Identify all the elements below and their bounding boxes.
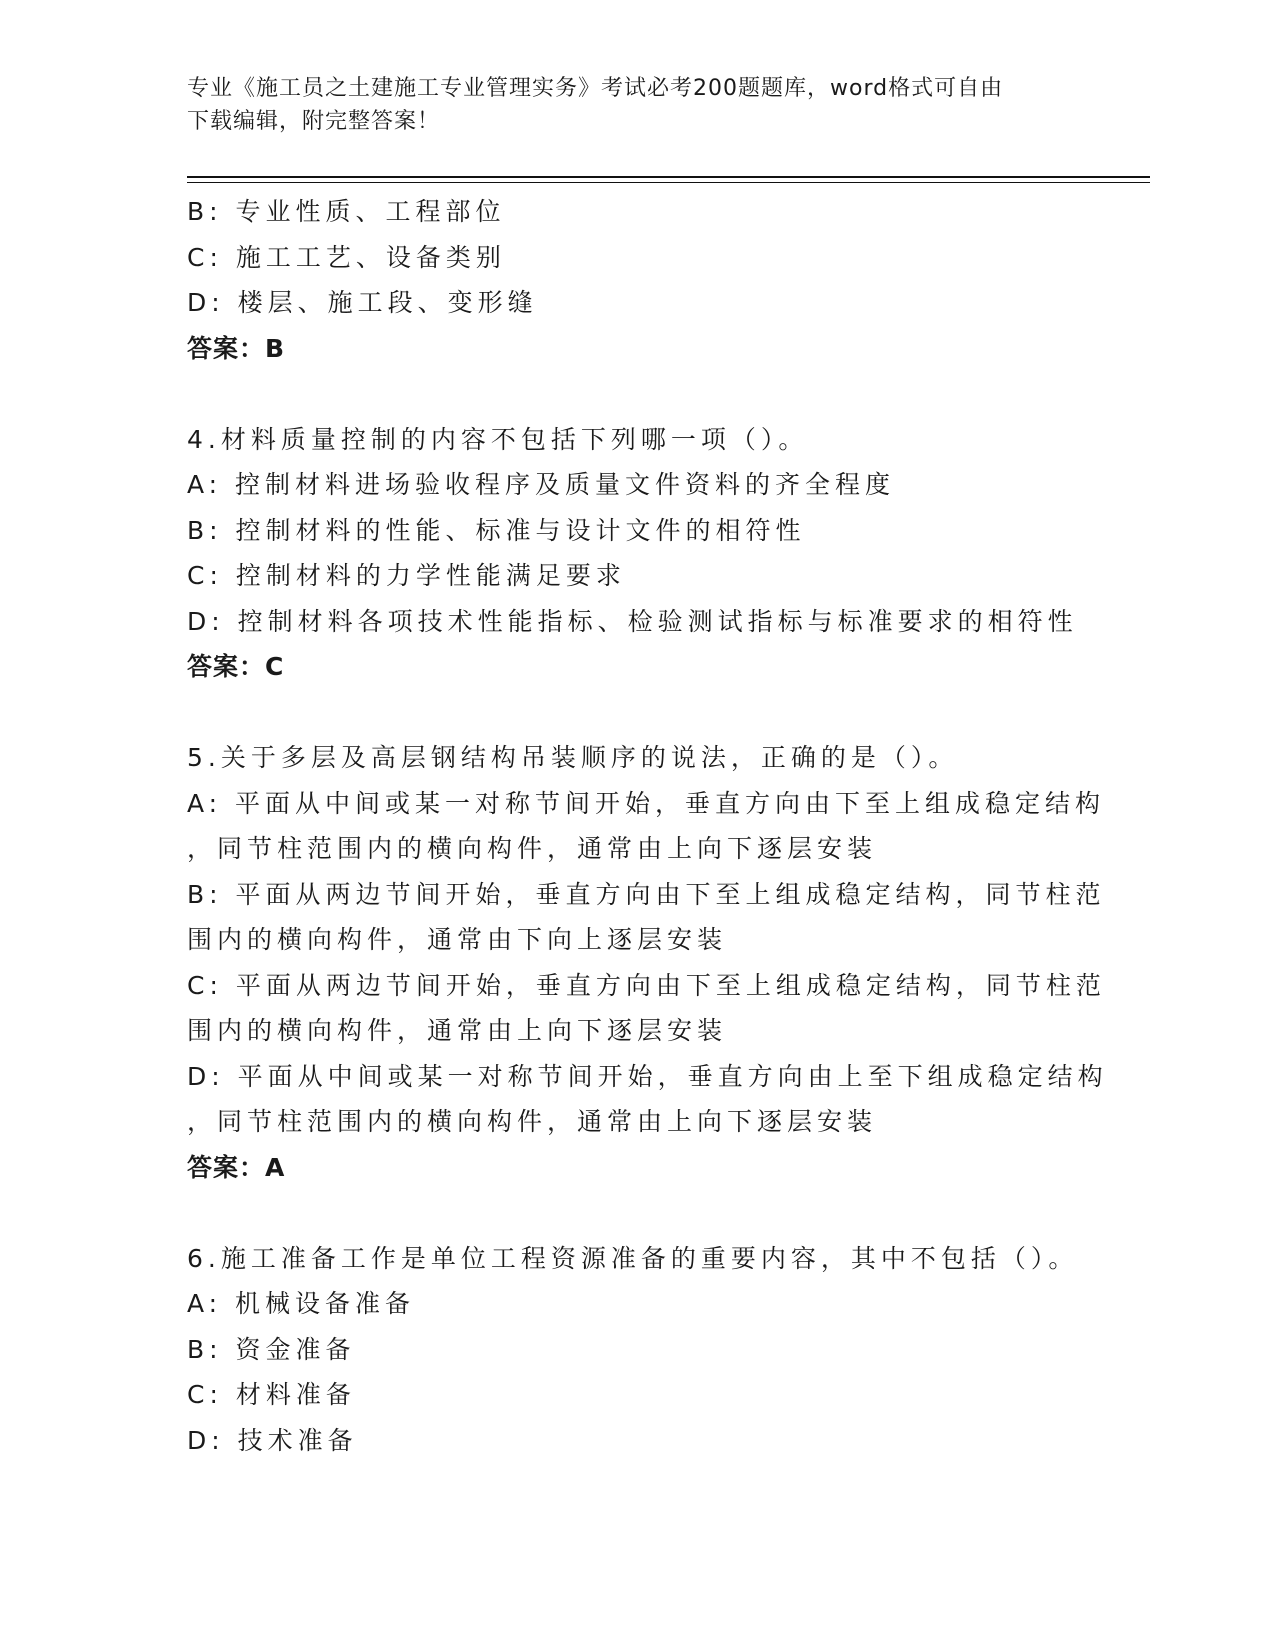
document-header	[187, 72, 1067, 138]
question-3	[187, 189, 1087, 371]
option-a: A: 控制材料进场验收程序及质量文件资料的齐全程度	[187, 470, 896, 499]
option-d-line1: D: 平面从中间或某一对称节间开始，垂直方向由上至下组成稳定结构	[187, 1061, 1108, 1091]
option-c: C: 控制材料的力学性能满足要求	[187, 561, 626, 590]
header-divider-thin	[187, 182, 1150, 183]
option-d: D: 技术准备	[187, 1425, 358, 1455]
question-4	[187, 417, 1087, 690]
option-a-line2: ，同节柱范围内的横向构件，通常由上向下逐层安装	[187, 834, 878, 863]
option-b: B: 专业性质、工程部位	[187, 197, 506, 226]
option-b: B: 资金准备	[187, 1334, 356, 1364]
option-d: D: 控制材料各项技术性能指标、检验测试指标与标准要求的相符性	[187, 606, 1078, 636]
header-title-line1: 专业《施工员之土建施工专业管理实务》考试必考200题题库，word格式可自由	[187, 76, 1004, 101]
answer: 答案：B	[187, 333, 286, 363]
question-list	[187, 189, 1108, 1463]
option-b: B: 控制材料的性能、标准与设计文件的相符性	[187, 515, 806, 545]
question-5	[187, 735, 1108, 1190]
option-c: C: 材料准备	[187, 1380, 356, 1409]
answer: 答案：C	[187, 652, 285, 681]
option-d: D: 楼层、施工段、变形缝	[187, 288, 538, 317]
option-c-line2: 围内的横向构件，通常由上向下逐层安装	[187, 1016, 728, 1045]
option-a-line1: A: 平面从中间或某一对称节间开始，垂直方向由下至上组成稳定结构	[187, 788, 1106, 818]
answer: 答案：A	[187, 1152, 286, 1182]
option-c-line1: C: 平面从两边节间开始，垂直方向由下至上组成稳定结构，同节柱范	[187, 970, 1106, 1000]
option-a: A: 机械设备准备	[187, 1289, 416, 1318]
question-text: 5.关于多层及高层钢结构吊装顺序的说法，正确的是（）。	[187, 743, 959, 772]
option-b-line1: B: 平面从两边节间开始，垂直方向由下至上组成稳定结构，同节柱范	[187, 879, 1106, 909]
question-text: 4.材料质量控制的内容不包括下列哪一项（）。	[187, 424, 809, 454]
option-c: C: 施工工艺、设备类别	[187, 242, 506, 272]
header-title-line2: 下载编辑，附完整答案！	[187, 109, 441, 134]
option-d-line2: ，同节柱范围内的横向构件，通常由上向下逐层安装	[187, 1107, 878, 1136]
question-text: 6.施工准备工作是单位工程资源准备的重要内容，其中不包括（）。	[187, 1243, 1079, 1273]
option-b-line2: 围内的横向构件，通常由下向上逐层安装	[187, 925, 728, 954]
question-6	[187, 1236, 1087, 1464]
header-divider-thick	[187, 176, 1150, 178]
